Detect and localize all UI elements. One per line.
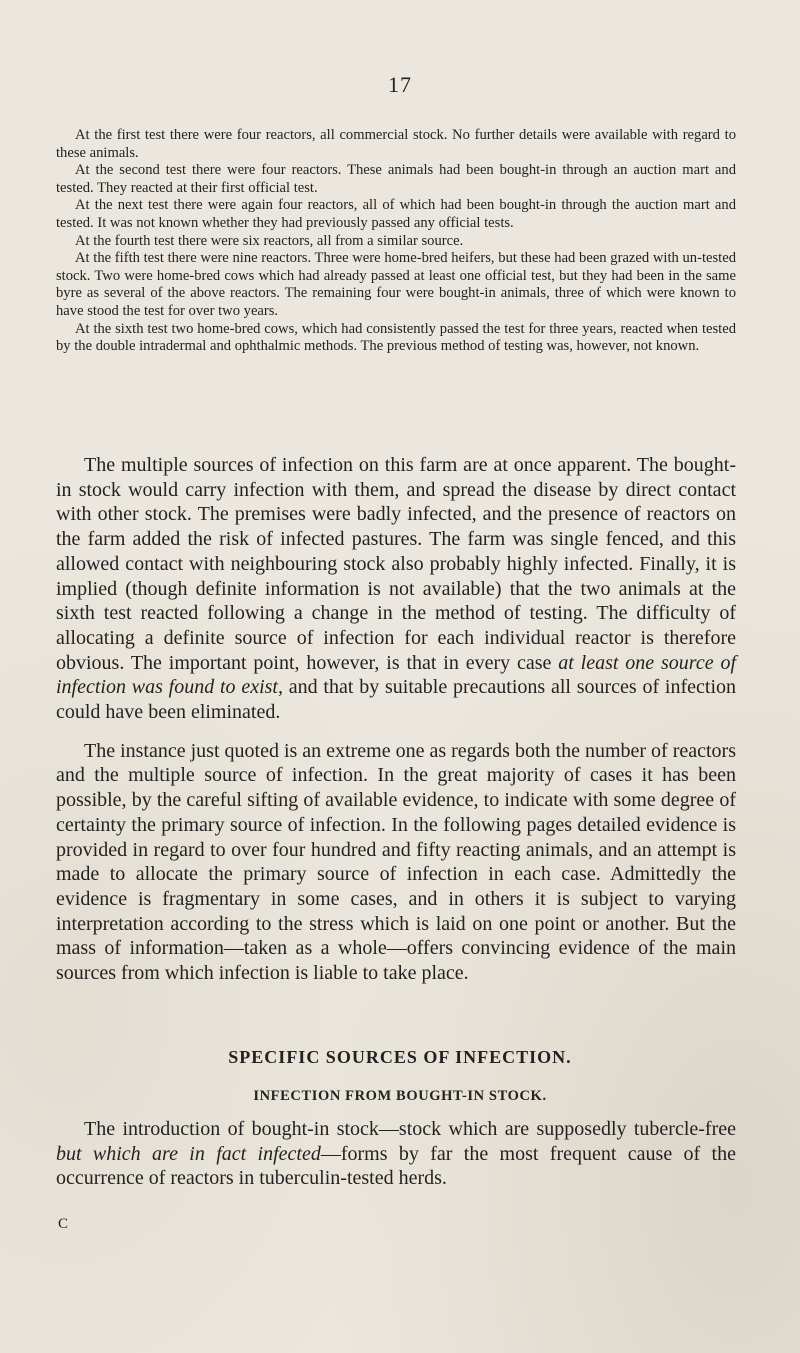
case-paragraph: At the fifth test there were nine reactors. Three were home-bred heifers, but these had been grazed with un-tested stock. Two were home-bred cows which had already passed at least one official test, but they had been in the same byre as several of the above reactors. The remaining four were bought-in animals, three of which were known to have stood the test for over two years. [56, 250, 736, 319]
discussion-paragraph-2: The instance just quoted is an extreme one as regards both the number of reactors and the multiple source of infection. In the great majority of cases it has been possible, by the careful sifting of available evidence, to indicate with some degree of certainty the primary source of infection. In the following pages detailed evidence is provided in regard to over four hundred and fifty reacting animals, and an attempt is made to allocate the primary source of infection in each case. Admittedly the evidence is fragmentary in some cases, and in others it is subject to varying interpretation according to the stress which is laid on one point or another. But the mass of information—taken as a whole—offers convincing evidence of the main sources from which infection is liable to take place. [56, 739, 737, 985]
italic-emphasis: at least one source of infection was found to exist, [56, 651, 736, 699]
signature-mark: C [58, 1216, 69, 1232]
case-history-section [56, 127, 736, 356]
discussion-paragraph-1 [56, 453, 736, 725]
discussion-section [56, 453, 736, 986]
subsection-heading: INFECTION FROM BOUGHT-IN STOCK. [253, 1088, 547, 1104]
section-heading: SPECIFIC SOURCES OF INFECTION. [228, 1047, 572, 1067]
text-run: The introduction of bought-in stock—stock which are supposedly tubercle-free [84, 1118, 736, 1140]
bought-in-section [56, 1117, 736, 1191]
text-run: The multiple sources of infection on this farm are at once apparent. The bought-in stock would carry infection with them, and spread the disease by direct contact with other stock. The premises were badly infected, and the presence of reactors on the farm added the risk of infected pastures. The farm was single fenced, and this allowed contact with neighbouring stock also probably highly infected. Finally, it is implied (though definite information is not available) that the two animals at the sixth test reacted following a change in the method of testing. The difficulty of allocating a definite source of infection for each individual reactor is therefore obvious. The important point, however, is that in every case [56, 454, 736, 674]
case-paragraph: At the fourth test there were six reactors, all from a similar source. [75, 232, 464, 249]
text-run: —forms by far the most frequent cause of the occurrence of reactors in tuberculin-tested herds. [56, 1142, 736, 1190]
case-paragraph: At the second test there were four reactors. These animals had been bought-in through an auction mart and tested. They reacted at their first official test. [56, 162, 736, 196]
case-paragraph: At the next test there were again four reactors, all of which had been bought-in through the auction mart and tested. It was not known whether they had previously passed any official tests. [56, 197, 736, 231]
case-paragraph: At the sixth test two home-bred cows, which had consistently passed the test for three years, reacted when tested by the double intradermal and ophthalmic methods. The previous method of testing was, however, not known. [56, 320, 736, 355]
case-paragraph: At the first test there were four reactors, all commercial stock. No further details were available with regard to these animals. [56, 127, 736, 161]
text-run: and that by suitable precautions all sources of infection could have been eliminated. [56, 676, 736, 724]
bought-in-paragraph [56, 1117, 736, 1191]
page-number: 17 [388, 72, 412, 97]
italic-emphasis: but which are in fact infected [56, 1142, 321, 1165]
